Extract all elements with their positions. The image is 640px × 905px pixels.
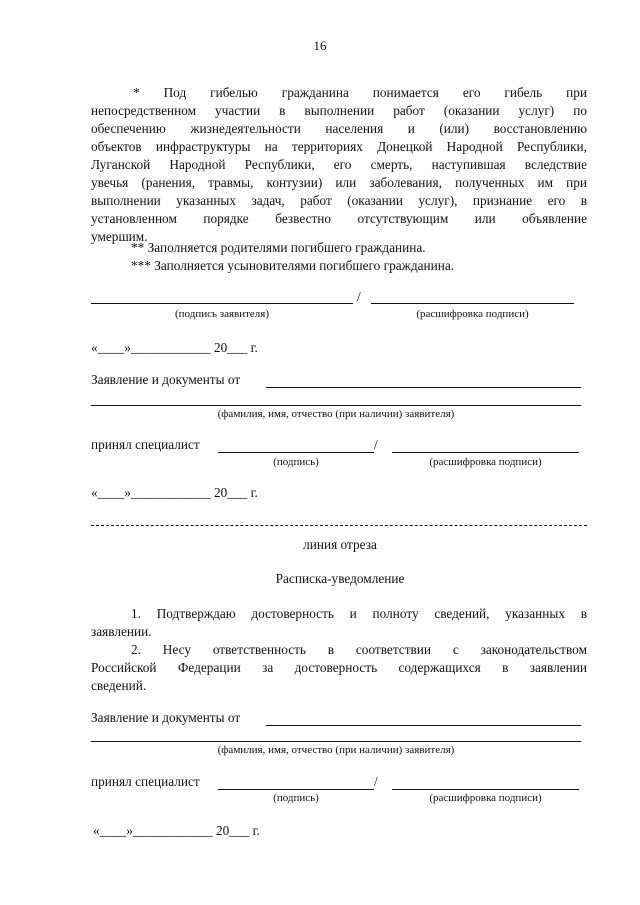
documents-from-label-2: Заявление и документы от [91,710,241,725]
footnote-line: обеспечению жизнедеятельности населения и (или) восстановлению [91,121,587,136]
footnote-parents: ** Заполняется родителями погибшего гражданина. [131,240,426,255]
receipt-item-2: 2. Несу ответственность в соответствии с законодательством [131,642,587,657]
specialist-signature-caption: (подпись) [273,456,319,468]
applicant-signature-line[interactable] [91,303,353,304]
documents-from-label: Заявление и документы от [91,372,241,387]
receipt-item-2-cont: сведений. [91,678,147,693]
documents-from-line-2[interactable] [266,725,581,726]
receipt-item-1: 1. Подтверждаю достоверность и полноту сведений, указанных в [131,606,587,621]
footnote-line: умершим. [91,229,148,244]
specialist-signature-line[interactable] [218,452,374,453]
footnote-line: установленном порядке безвестно отсутствующим или объявление [91,211,587,226]
signature-slash-2: / [374,774,378,789]
footnote-line: Луганской Народной Республики, его смерть, наступившая вследствие [91,157,587,172]
specialist-decoding-caption: (расшифровка подписи) [429,456,542,468]
receipt-title: Расписка-уведомление [275,571,405,586]
signature-slash: / [357,289,361,304]
fio-caption-2: (фамилия, имя, отчество (при наличии) заявителя) [217,744,455,756]
cut-line [91,525,587,526]
footnote-line: непосредственном участии в выполнении работ (оказании услуг) по [91,103,587,118]
applicant-fio-line-2[interactable] [91,741,581,742]
applicant-decoding-line[interactable] [371,303,574,304]
fio-caption: (фамилия, имя, отчество (при наличии) заявителя) [217,408,455,420]
footnote-line: выполнении указанных задач, работ (оказании услуг), признание его в [91,193,587,208]
specialist-decoding-caption-2: (расшифровка подписи) [429,792,542,804]
accepted-by-label-2: принял специалист [91,774,200,789]
section1-date[interactable]: «____»____________ 20___ г. [91,485,258,500]
applicant-date[interactable]: «____»____________ 20___ г. [91,340,258,355]
accepted-by-label: принял специалист [91,437,200,452]
receipt-item-2-cont: Российской Федерации за достоверность содержащихся в заявлении [91,660,587,675]
specialist-decoding-line-2[interactable] [392,789,579,790]
page-number: 16 [313,38,327,53]
footnote-adopters: *** Заполняется усыновителями погибшего гражданина. [131,258,455,273]
footnote-line: увечья (ранения, травмы, контузии) или заболевания, полученных им при [91,175,587,190]
cut-line-label: линия отреза [303,537,377,552]
specialist-signature-line-2[interactable] [218,789,374,790]
applicant-signature-caption: (подпись заявителя) [174,308,270,320]
footnote-line: * Под гибелью гражданина понимается его гибель при [133,85,587,100]
applicant-decoding-caption: (расшифровка подписи) [416,308,529,320]
footnote-line: объектов инфраструктуры на территориях Донецкой Народной Республики, [91,139,587,154]
receipt-item-1-cont: заявлении. [91,624,152,639]
signature-slash: / [374,437,378,452]
applicant-fio-line[interactable] [91,405,581,406]
section2-date[interactable]: «____»____________ 20___ г. [93,823,260,838]
specialist-decoding-line[interactable] [392,452,579,453]
specialist-signature-caption-2: (подпись) [273,792,319,804]
documents-from-line[interactable] [266,387,581,388]
